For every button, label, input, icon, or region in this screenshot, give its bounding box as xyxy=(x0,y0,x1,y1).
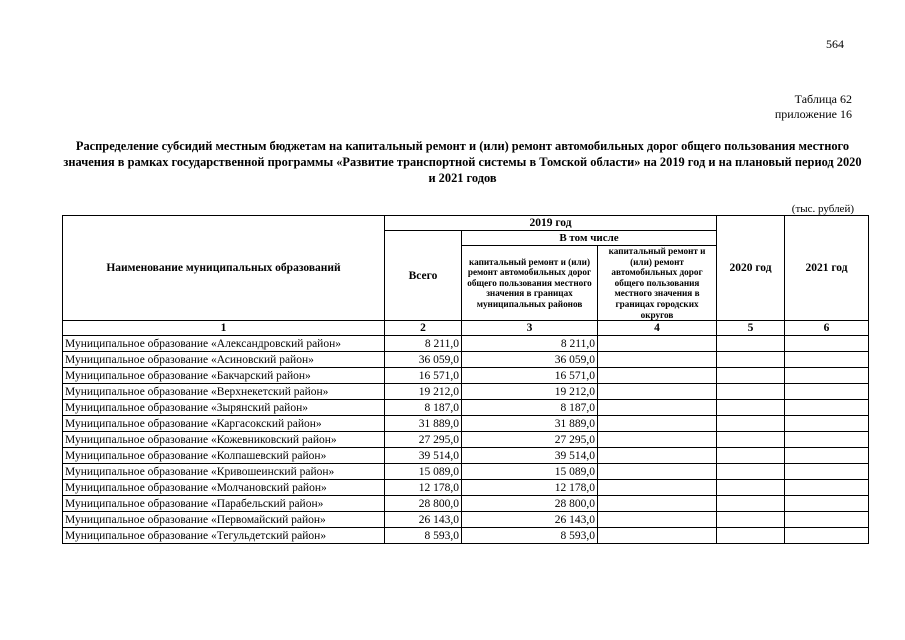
cell-municipal: 8 593,0 xyxy=(462,528,598,544)
appendix-label: приложение 16 xyxy=(774,107,852,121)
cell-urban xyxy=(598,416,717,432)
cell-name: Муниципальное образование «Верхнекетский район» xyxy=(63,384,385,400)
cell-2021 xyxy=(785,512,869,528)
table-row xyxy=(63,480,869,496)
page-number: 564 xyxy=(826,37,844,51)
cell-2021 xyxy=(785,336,869,352)
cell-name: Муниципальное образование «Бакчарский район» xyxy=(63,368,385,384)
cell-total: 27 295,0 xyxy=(385,432,462,448)
cell-urban xyxy=(598,528,717,544)
document-title: Распределение субсидий местным бюджетам на капитальный ремонт и (или) ремонт автомобильных дорог общего пользования местного значения в рамках государственной программы «Развитие транспортной системы в Томской области» на 2019 год и на плановый период 2020 и 2021 годов xyxy=(63,139,862,185)
cell-2020 xyxy=(717,528,785,544)
cell-total: 16 571,0 xyxy=(385,368,462,384)
column-number: 4 xyxy=(598,321,717,336)
subsidy-table xyxy=(62,215,869,544)
cell-2020 xyxy=(717,512,785,528)
cell-2021 xyxy=(785,384,869,400)
cell-urban xyxy=(598,384,717,400)
cell-total: 19 212,0 xyxy=(385,384,462,400)
table-row xyxy=(63,384,869,400)
column-number: 5 xyxy=(717,321,785,336)
cell-name: Муниципальное образование «Парабельский район» xyxy=(63,496,385,512)
cell-2021 xyxy=(785,432,869,448)
cell-2021 xyxy=(785,416,869,432)
cell-urban xyxy=(598,496,717,512)
cell-2020 xyxy=(717,352,785,368)
cell-municipal: 31 889,0 xyxy=(462,416,598,432)
header-municipal-roads: капитальный ремонт и (или) ремонт автомобильных дорог общего пользования местного значения в границах муниципальных районов xyxy=(462,246,598,321)
cell-municipal: 26 143,0 xyxy=(462,512,598,528)
table-row xyxy=(63,432,869,448)
table-row xyxy=(63,368,869,384)
cell-municipal: 8 211,0 xyxy=(462,336,598,352)
cell-2021 xyxy=(785,480,869,496)
table-row xyxy=(63,496,869,512)
cell-municipal: 15 089,0 xyxy=(462,464,598,480)
table-label: Таблица 62 xyxy=(794,92,852,106)
cell-2021 xyxy=(785,448,869,464)
table-body xyxy=(63,336,869,544)
cell-name: Муниципальное образование «Первомайский район» xyxy=(63,512,385,528)
cell-urban xyxy=(598,336,717,352)
cell-urban xyxy=(598,464,717,480)
cell-name: Муниципальное образование «Тегульдетский район» xyxy=(63,528,385,544)
cell-2020 xyxy=(717,464,785,480)
cell-municipal: 19 212,0 xyxy=(462,384,598,400)
units-label: (тыс. рублей) xyxy=(791,203,854,215)
cell-total: 31 889,0 xyxy=(385,416,462,432)
cell-2020 xyxy=(717,400,785,416)
cell-municipal: 39 514,0 xyxy=(462,448,598,464)
header-2019: 2019 год xyxy=(385,216,717,231)
cell-2020 xyxy=(717,432,785,448)
header-including: В том числе xyxy=(462,231,717,246)
cell-urban xyxy=(598,480,717,496)
cell-name: Муниципальное образование «Кривошеинский район» xyxy=(63,464,385,480)
cell-municipal: 28 800,0 xyxy=(462,496,598,512)
cell-name: Муниципальное образование «Зырянский район» xyxy=(63,400,385,416)
table-row xyxy=(63,336,869,352)
cell-total: 8 211,0 xyxy=(385,336,462,352)
header-urban-roads: капитальный ремонт и (или) ремонт автомобильных дорог общего пользования местного значения в границах городских округов xyxy=(598,246,717,321)
cell-name: Муниципальное образование «Кожевниковский район» xyxy=(63,432,385,448)
cell-2020 xyxy=(717,448,785,464)
cell-name: Муниципальное образование «Молчановский район» xyxy=(63,480,385,496)
table-row xyxy=(63,448,869,464)
cell-total: 8 593,0 xyxy=(385,528,462,544)
cell-2020 xyxy=(717,368,785,384)
table-caption xyxy=(775,92,852,122)
cell-total: 8 187,0 xyxy=(385,400,462,416)
cell-urban xyxy=(598,368,717,384)
column-number: 1 xyxy=(63,321,385,336)
cell-municipal: 16 571,0 xyxy=(462,368,598,384)
cell-2021 xyxy=(785,352,869,368)
cell-name: Муниципальное образование «Асиновский район» xyxy=(63,352,385,368)
table-row xyxy=(63,416,869,432)
cell-2020 xyxy=(717,480,785,496)
cell-urban xyxy=(598,400,717,416)
cell-total: 15 089,0 xyxy=(385,464,462,480)
header-2020: 2020 год xyxy=(717,216,785,321)
cell-total: 36 059,0 xyxy=(385,352,462,368)
cell-2020 xyxy=(717,416,785,432)
cell-2021 xyxy=(785,368,869,384)
cell-2021 xyxy=(785,496,869,512)
table-row xyxy=(63,400,869,416)
cell-2020 xyxy=(717,384,785,400)
column-number: 3 xyxy=(462,321,598,336)
cell-name: Муниципальное образование «Колпашевский район» xyxy=(63,448,385,464)
cell-name: Муниципальное образование «Александровский район» xyxy=(63,336,385,352)
cell-municipal: 12 178,0 xyxy=(462,480,598,496)
cell-2021 xyxy=(785,400,869,416)
cell-total: 39 514,0 xyxy=(385,448,462,464)
cell-total: 28 800,0 xyxy=(385,496,462,512)
column-number: 6 xyxy=(785,321,869,336)
cell-municipal: 36 059,0 xyxy=(462,352,598,368)
cell-urban xyxy=(598,512,717,528)
table-row xyxy=(63,512,869,528)
cell-urban xyxy=(598,432,717,448)
cell-total: 12 178,0 xyxy=(385,480,462,496)
header-name: Наименование муниципальных образований xyxy=(63,216,385,321)
header-2021: 2021 год xyxy=(785,216,869,321)
table-row xyxy=(63,352,869,368)
cell-2021 xyxy=(785,464,869,480)
column-number-row xyxy=(63,321,869,336)
cell-2020 xyxy=(717,336,785,352)
cell-municipal: 27 295,0 xyxy=(462,432,598,448)
column-number: 2 xyxy=(385,321,462,336)
header-total: Всего xyxy=(385,231,462,321)
table-row xyxy=(63,464,869,480)
cell-urban xyxy=(598,448,717,464)
cell-municipal: 8 187,0 xyxy=(462,400,598,416)
cell-total: 26 143,0 xyxy=(385,512,462,528)
table-row xyxy=(63,528,869,544)
cell-urban xyxy=(598,352,717,368)
cell-2020 xyxy=(717,496,785,512)
cell-name: Муниципальное образование «Каргасокский район» xyxy=(63,416,385,432)
cell-2021 xyxy=(785,528,869,544)
